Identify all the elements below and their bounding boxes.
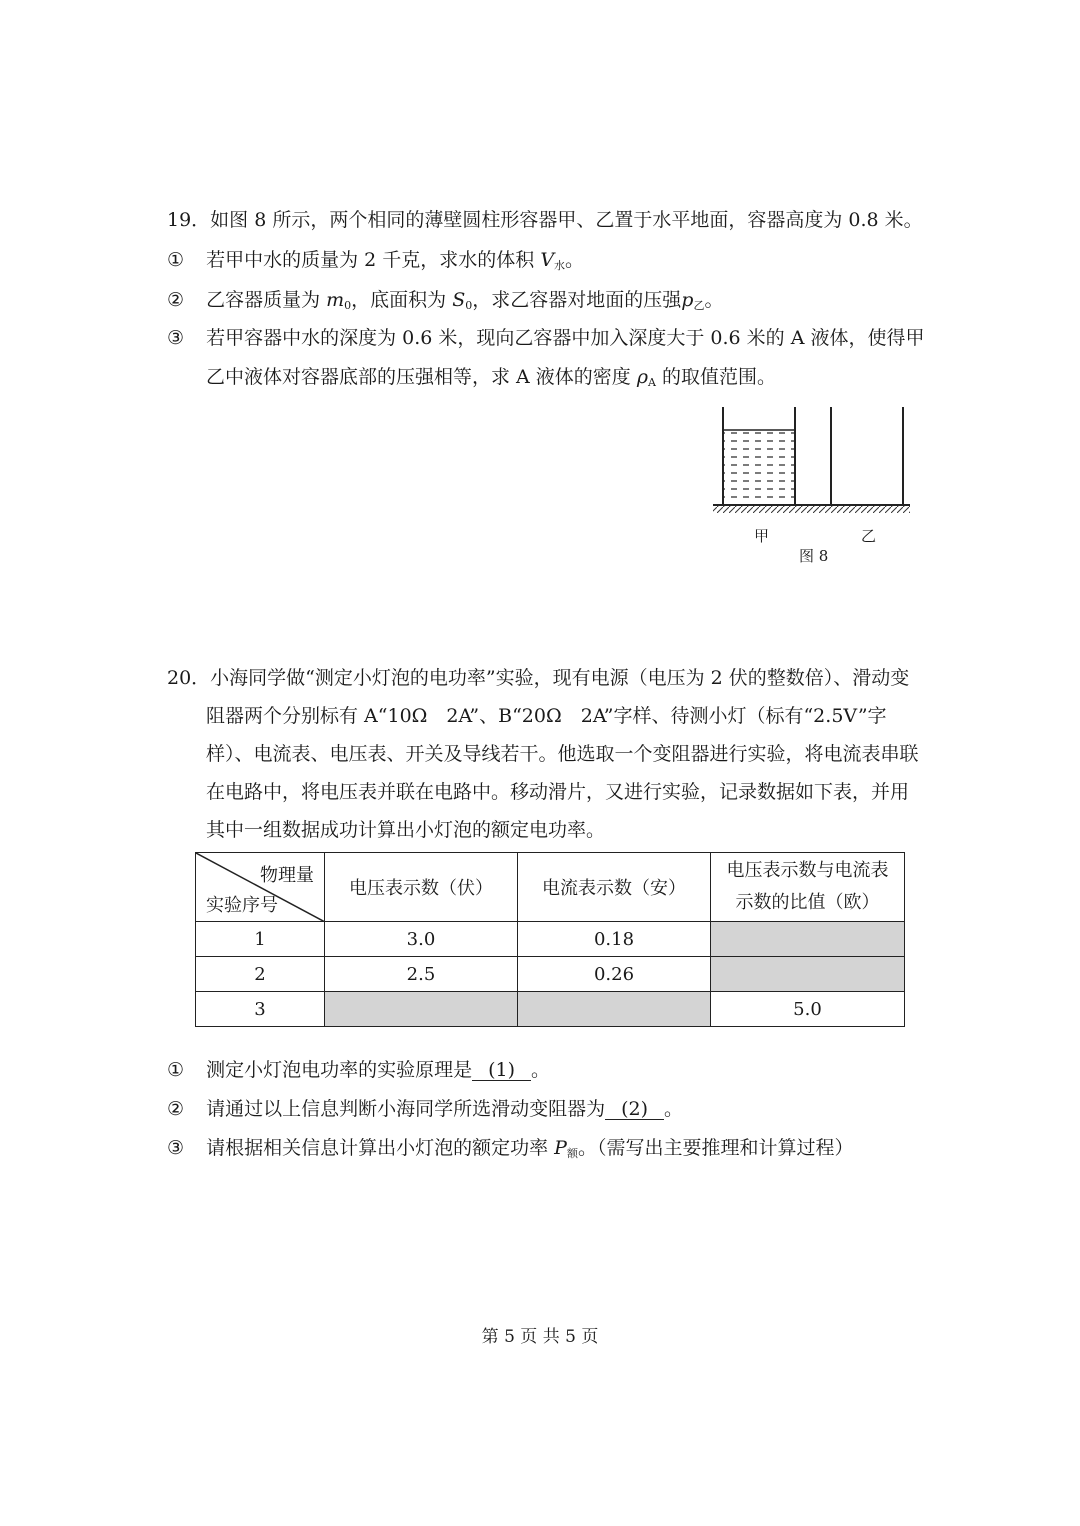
item-text-pre: 乙容器质量为 — [206, 289, 327, 311]
subscript-water: 水 — [554, 259, 566, 272]
item-number: ③ — [167, 1137, 185, 1159]
item-end: 。 — [704, 289, 724, 311]
answer-blank-1[interactable]: (1) — [472, 1060, 531, 1081]
q20-stem-line3: 样）、电流表、电压表、开关及导线若干。他选取一个变阻器进行实验，将电流表串联 — [206, 743, 919, 765]
label-yi: 乙 — [861, 527, 877, 545]
item-end: 。 — [565, 249, 585, 271]
cell-current: 0.18 — [518, 922, 711, 957]
table-header-row — [196, 853, 905, 922]
cell-voltage: 3.0 — [325, 922, 518, 957]
header-ratio — [711, 853, 905, 922]
item-text: 请通过以上信息判断小海同学所选滑动变阻器为 — [206, 1098, 606, 1120]
symbol-p: p — [681, 289, 694, 311]
diagonal-header-cell — [196, 853, 325, 922]
cell-current: 0.26 — [518, 957, 711, 992]
q19-item-3-line2 — [206, 365, 776, 395]
water-fill — [723, 430, 795, 505]
table-row — [196, 922, 905, 957]
symbol-rho: ρ — [636, 366, 649, 388]
symbol-p: P — [554, 1137, 567, 1159]
subscript-a: A — [648, 376, 656, 389]
item-text: 若甲容器中水的深度为 0.6 米，现向乙容器中加入深度大于 0.6 米的 A 液体，使得甲 — [206, 327, 925, 349]
q19-stem: 19．如图 8 所示，两个相同的薄壁圆柱形容器甲、乙置于水平地面，容器高度为 0.8 米。 — [167, 209, 923, 231]
subscript-yi: 乙 — [693, 299, 705, 312]
subscript-rated: 额 — [566, 1147, 578, 1160]
header-quantity: 物理量 — [260, 865, 314, 886]
item-number: ① — [167, 1059, 185, 1081]
cell-trial-no: 2 — [196, 957, 325, 992]
item-number: ③ — [167, 327, 185, 349]
item-text-mid: ，底面积为 — [351, 289, 453, 311]
q20-item-2 — [167, 1097, 683, 1121]
cell-ratio-shaded — [711, 957, 905, 992]
header-current: 电流表示数（安） — [518, 853, 711, 922]
cell-ratio: 5.0 — [711, 992, 905, 1027]
q20-stem-line5: 其中一组数据成功计算出小灯泡的额定电功率。 — [206, 819, 606, 841]
item-number: ② — [167, 289, 185, 311]
item-text: 若甲中水的质量为 2 千克，求水的体积 — [206, 249, 535, 271]
q20-stem-line2: 阻器两个分别标有 A“10Ω 2A”、B“20Ω 2A”字样、待测小灯（标有“2.5V”字 — [206, 705, 887, 727]
symbol-v: V — [540, 249, 555, 271]
q19-item-1 — [167, 248, 584, 278]
item-text: 测定小灯泡电功率的实验原理是 — [206, 1059, 473, 1081]
subscript-0: 0 — [344, 299, 352, 312]
item-number: ① — [167, 249, 185, 271]
figure-8-containers — [705, 405, 915, 515]
header-ratio-line1: 电压表示数与电流表 — [726, 860, 889, 881]
subscript-0: 0 — [465, 299, 473, 312]
table-row — [196, 992, 905, 1027]
item-text-pre: 请根据相关信息计算出小灯泡的额定功率 — [206, 1137, 555, 1159]
label-jia: 甲 — [754, 527, 770, 545]
page-footer: 第 5 页 共 5 页 — [481, 1327, 599, 1347]
item-text-pre: 乙中液体对容器底部的压强相等，求 A 液体的密度 — [206, 366, 637, 388]
symbol-s: S — [452, 289, 466, 311]
cell-current-shaded — [518, 992, 711, 1027]
q20-stem-line1: 20．小海同学做“测定小灯泡的电功率”实验，现有电源（电压为 2 伏的整数倍）、滑动变 — [167, 667, 910, 689]
item-end: 。 — [531, 1059, 551, 1081]
item-text-post: ，求乙容器对地面的压强 — [472, 289, 682, 311]
item-text-post: 。（需写出主要推理和计算过程） — [577, 1137, 854, 1159]
cell-trial-no: 1 — [196, 922, 325, 957]
q20-item-1 — [167, 1058, 550, 1082]
ground-hatching — [713, 506, 910, 513]
item-end: 。 — [664, 1098, 684, 1120]
cell-voltage: 2.5 — [325, 957, 518, 992]
table-row — [196, 957, 905, 992]
header-voltage: 电压表示数（伏） — [325, 853, 518, 922]
cell-voltage-shaded — [325, 992, 518, 1027]
item-text-post: 的取值范围。 — [655, 366, 777, 388]
cell-ratio-shaded — [711, 922, 905, 957]
symbol-m: m — [326, 289, 345, 311]
header-trial-number: 实验序号 — [206, 895, 278, 916]
q19-item-2 — [167, 288, 723, 318]
q20-stem-line4: 在电路中，将电压表并联在电路中。移动滑片，又进行实验，记录数据如下表，并用 — [206, 781, 910, 803]
q19-item-3-line1 — [167, 326, 925, 350]
answer-blank-2[interactable]: (2) — [605, 1099, 664, 1120]
data-table — [195, 852, 905, 1027]
q20-item-3 — [167, 1136, 853, 1166]
header-ratio-line2: 示数的比值（欧） — [735, 892, 880, 913]
item-number: ② — [167, 1098, 185, 1120]
figure-caption: 图 8 — [799, 547, 829, 565]
cell-trial-no: 3 — [196, 992, 325, 1027]
